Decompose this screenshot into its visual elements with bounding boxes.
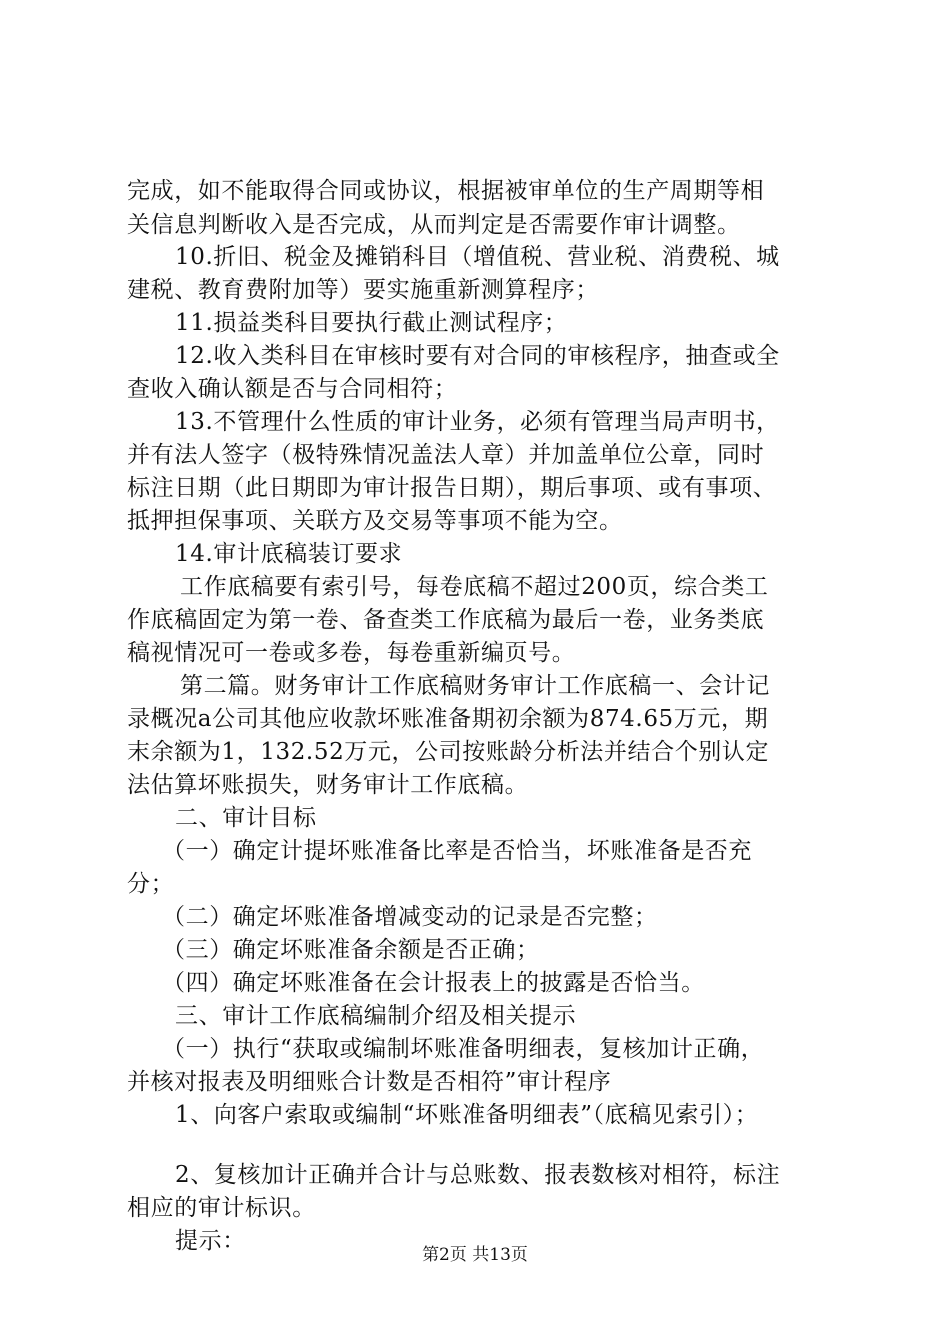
text-line: 抵押担保事项、关联方及交易等事项不能为空。 xyxy=(127,508,623,534)
text-line: 建税、教育费附加等）要实施重新测算程序； xyxy=(127,277,599,303)
text-line: （一）确定计提坏账准备比率是否恰当，坏账准备是否充 xyxy=(162,838,752,864)
text-line: 标注日期（此日期即为审计报告日期），期后事项、或有事项、 xyxy=(127,475,777,501)
text-line: 13.不管理什么性质的审计业务，必须有管理当局声明书， xyxy=(175,409,780,435)
text-line: 12.收入类科目在审核时要有对合同的审核程序，抽查或全 xyxy=(175,343,780,369)
text-line: （四）确定坏账准备在会计报表上的披露是否恰当。 xyxy=(162,970,705,996)
text-line: 完成，如不能取得合同或协议，根据被审单位的生产周期等相 xyxy=(127,178,765,204)
text-line: 末余额为1，132.52万元，公司按账龄分析法并结合个别认定 xyxy=(127,739,770,765)
text-line: 查收入确认额是否与合同相符； xyxy=(127,376,458,402)
page-footer: 第2页 共13页 xyxy=(422,1245,528,1265)
text-line: 分； xyxy=(127,871,175,897)
text-line: 提示： xyxy=(175,1228,246,1254)
text-line: 关信息判断收入是否完成，从而判定是否需要作审计调整。 xyxy=(127,212,741,238)
text-line: 作底稿固定为第一卷、备查类工作底稿为最后一卷，业务类底 xyxy=(127,607,765,633)
text-line: （三）确定坏账准备余额是否正确； xyxy=(162,937,540,963)
text-line: 相应的审计标识。 xyxy=(127,1195,316,1221)
text-line: 法估算坏账损失，财务审计工作底稿。 xyxy=(127,772,529,798)
text-line: 二、审计目标 xyxy=(175,805,317,831)
text-line: 工作底稿要有索引号，每卷底稿不超过200页，综合类工 xyxy=(180,574,769,600)
text-line: 1、向客户索取或编制“坏账准备明细表”（底稿见索引）； xyxy=(175,1102,759,1128)
text-line: （二）确定坏账准备增减变动的记录是否完整； xyxy=(162,904,658,930)
text-line: 并有法人签字（极特殊情况盖法人章）并加盖单位公章，同时 xyxy=(127,442,765,468)
text-line: 第二篇。财务审计工作底稿财务审计工作底稿一、会计记 xyxy=(180,673,770,699)
text-line: 11.损益类科目要执行截止测试程序； xyxy=(175,310,568,336)
text-line: 14.审计底稿装订要求 xyxy=(175,541,403,567)
text-line: 三、审计工作底稿编制介绍及相关提示 xyxy=(175,1003,577,1029)
text-line: 录概况a公司其他应收款坏账准备期初余额为874.65万元，期 xyxy=(127,706,769,732)
text-line: 2、复核加计正确并合计与总账数、报表数核对相符，标注 xyxy=(175,1162,781,1188)
text-line: 稿视情况可一卷或多卷，每卷重新编页号。 xyxy=(127,640,576,666)
text-line: 并核对报表及明细账合计数是否相符”审计程序 xyxy=(127,1069,612,1095)
text-line: （一）执行“获取或编制坏账准备明细表，复核加计正确， xyxy=(162,1036,765,1062)
text-line: 10.折旧、税金及摊销科目（增值税、营业税、消费税、城 xyxy=(175,244,780,270)
